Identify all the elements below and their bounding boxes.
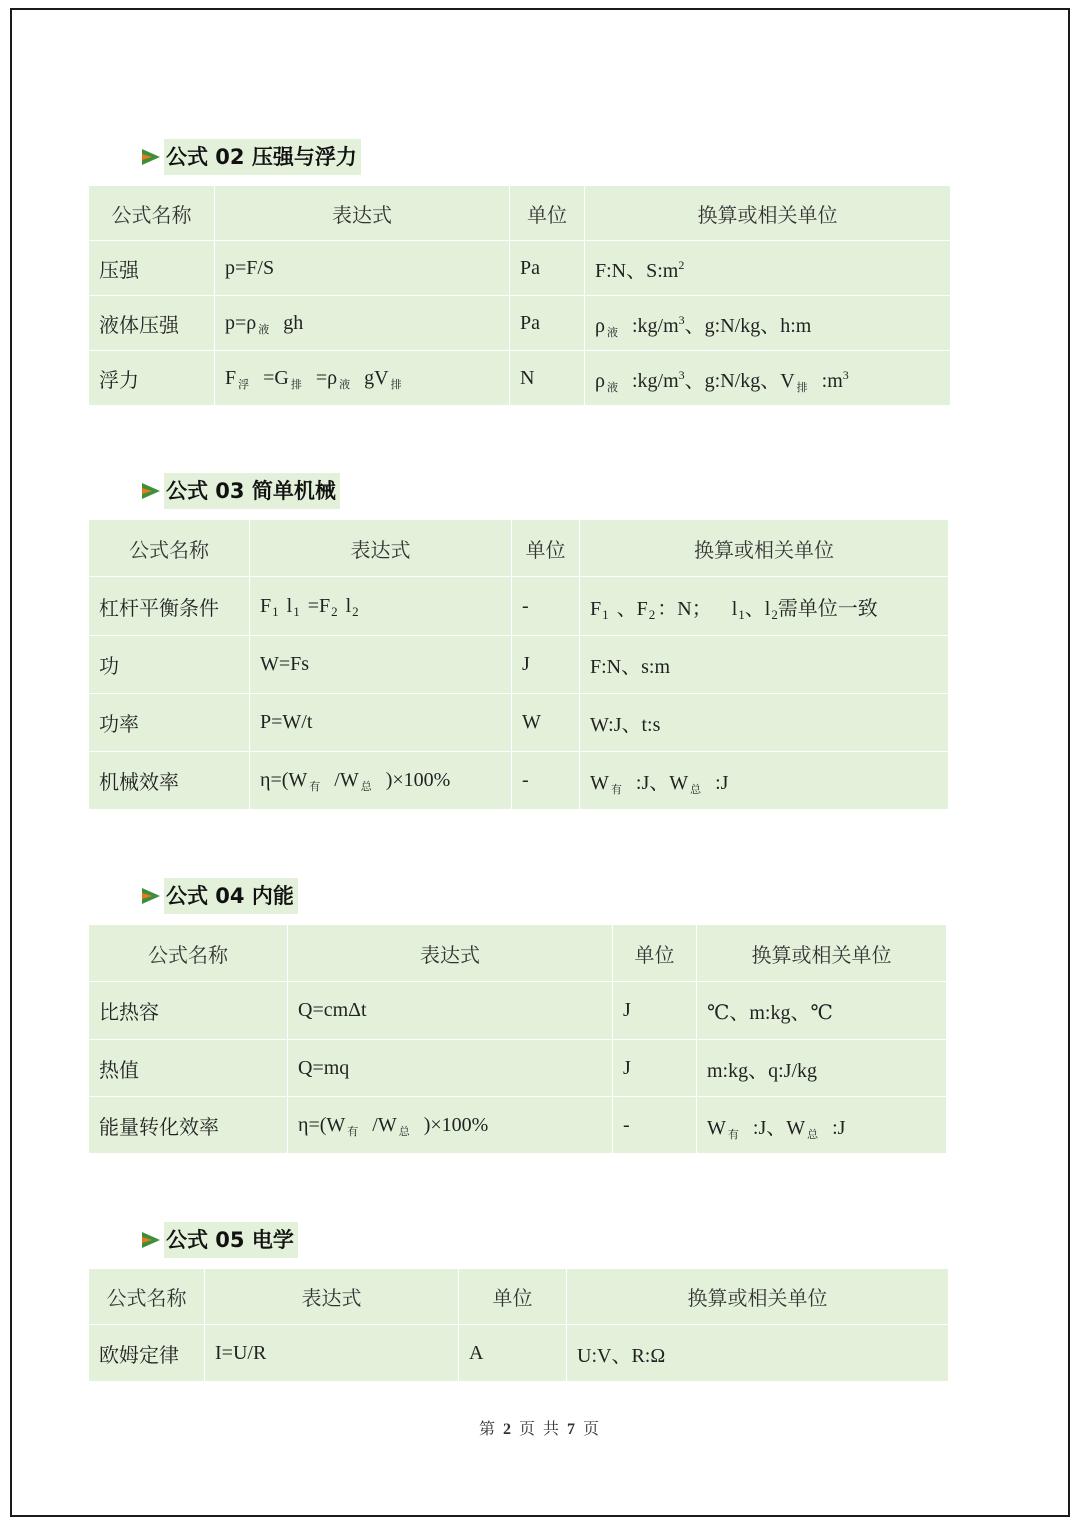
formula-expression: I=U/R [205, 1325, 459, 1382]
section-heading-03 [140, 473, 340, 509]
formula-conversion: F:N、s:m [580, 636, 949, 694]
header-expression: 表达式 [250, 520, 512, 577]
formula-unit: A [459, 1325, 567, 1382]
formula-unit: Pa [510, 296, 585, 351]
formula-name: 功率 [89, 694, 250, 752]
table-row [89, 694, 949, 752]
formula-unit: - [512, 752, 580, 810]
formula-unit: Pa [510, 241, 585, 296]
formula-expression: Q=cmΔt [288, 982, 613, 1040]
table-row [89, 1040, 947, 1097]
formula-name: 液体压强 [89, 296, 215, 351]
table-header-row [89, 186, 951, 241]
table-header-row [89, 520, 949, 577]
formula-conversion: ρ $_液$ $:kg/m^3$、g:N/kg、h:m [585, 296, 951, 351]
table-row [89, 296, 951, 351]
table-row [89, 636, 949, 694]
footer-prefix: 第 [478, 1421, 497, 1438]
formula-name: 浮力 [89, 351, 215, 406]
formula-expression: p=ρ $_液$ gh [215, 296, 510, 351]
formula-name: 热值 [89, 1040, 288, 1097]
arrow-bullet-icon [140, 146, 162, 168]
formula-unit: W [512, 694, 580, 752]
formula-name: 杠杆平衡条件 [89, 577, 250, 636]
section-heading-04 [140, 878, 298, 914]
table-row [89, 1097, 947, 1154]
formula-expression: F $_浮$ =G $_排$ =ρ $_液$ gV $_排$ [215, 351, 510, 406]
formula-conversion: F:N、$S:m^2$ [585, 241, 951, 296]
page-footer [0, 1416, 1080, 1439]
formula-expression: P=W/t [250, 694, 512, 752]
formula-conversion: m:kg、q:J/kg [697, 1040, 947, 1097]
header-unit: 单位 [512, 520, 580, 577]
formula-name: 压强 [89, 241, 215, 296]
formula-conversion: W $_有$ :J、W $_总$ :J [580, 752, 949, 810]
formula-table-electricity [88, 1268, 949, 1382]
section-title: 公式 04 内能 [164, 878, 298, 914]
table-row [89, 241, 951, 296]
table-row [89, 1325, 949, 1382]
formula-conversion: ρ $_液$ $:kg/m^3$、g:N/kg、V $_排$ $:m^3$ [585, 351, 951, 406]
header-name: 公式名称 [89, 925, 288, 982]
header-name: 公式名称 [89, 520, 250, 577]
formula-name: 比热容 [89, 982, 288, 1040]
formula-name: 欧姆定律 [89, 1325, 205, 1382]
arrow-bullet-icon [140, 480, 162, 502]
formula-name: 功 [89, 636, 250, 694]
formula-name: 能量转化效率 [89, 1097, 288, 1154]
section-title: 公式 02 压强与浮力 [164, 139, 361, 175]
total-page-number: 7 [567, 1421, 577, 1438]
header-conversion: 换算或相关单位 [580, 520, 949, 577]
formula-unit: J [613, 982, 697, 1040]
header-name: 公式名称 [89, 1269, 205, 1325]
formula-conversion: U:V、R:Ω [567, 1325, 949, 1382]
formula-unit: J [613, 1040, 697, 1097]
header-expression: 表达式 [215, 186, 510, 241]
formula-expression: W=Fs [250, 636, 512, 694]
formula-expression: $F_1$ $l_1 =F_2$ $l_2$ [250, 577, 512, 636]
footer-suffix: 页 [583, 1421, 602, 1438]
formula-unit: - [613, 1097, 697, 1154]
header-conversion: 换算或相关单位 [697, 925, 947, 982]
formula-expression: η=(W $_有$ /W $_总$ )×100% [288, 1097, 613, 1154]
header-unit: 单位 [613, 925, 697, 982]
formula-table-pressure [88, 185, 951, 406]
arrow-bullet-icon [140, 1229, 162, 1251]
formula-unit: N [510, 351, 585, 406]
formula-unit: J [512, 636, 580, 694]
table-row [89, 351, 951, 406]
arrow-bullet-icon [140, 885, 162, 907]
formula-expression: Q=mq [288, 1040, 613, 1097]
section-title: 公式 03 简单机械 [164, 473, 340, 509]
formula-conversion: W:J、t:s [580, 694, 949, 752]
section-heading-02 [140, 139, 361, 175]
section-heading-05 [140, 1222, 298, 1258]
current-page-number: 2 [502, 1421, 513, 1438]
table-header-row [89, 1269, 949, 1325]
formula-conversion: ℃、m:kg、℃ [697, 982, 947, 1040]
formula-expression: η=(W $_有$ /W $_总$ )×100% [250, 752, 512, 810]
footer-mid: 页 共 [518, 1421, 561, 1438]
header-unit: 单位 [510, 186, 585, 241]
table-row [89, 752, 949, 810]
formula-conversion: $F_1$ 、$F_2$ ：N； $l_1$、$l_2$需单位一致 [580, 577, 949, 636]
formula-table-machines [88, 519, 949, 810]
table-header-row [89, 925, 947, 982]
formula-unit: - [512, 577, 580, 636]
formula-name: 机械效率 [89, 752, 250, 810]
formula-expression: p=F/S [215, 241, 510, 296]
header-conversion: 换算或相关单位 [585, 186, 951, 241]
header-conversion: 换算或相关单位 [567, 1269, 949, 1325]
header-unit: 单位 [459, 1269, 567, 1325]
header-expression: 表达式 [288, 925, 613, 982]
header-name: 公式名称 [89, 186, 215, 241]
table-row [89, 982, 947, 1040]
formula-conversion: W $_有$ :J、W $_总$ :J [697, 1097, 947, 1154]
section-title: 公式 05 电学 [164, 1222, 298, 1258]
formula-table-internal-energy [88, 924, 947, 1154]
table-row [89, 577, 949, 636]
header-expression: 表达式 [205, 1269, 459, 1325]
